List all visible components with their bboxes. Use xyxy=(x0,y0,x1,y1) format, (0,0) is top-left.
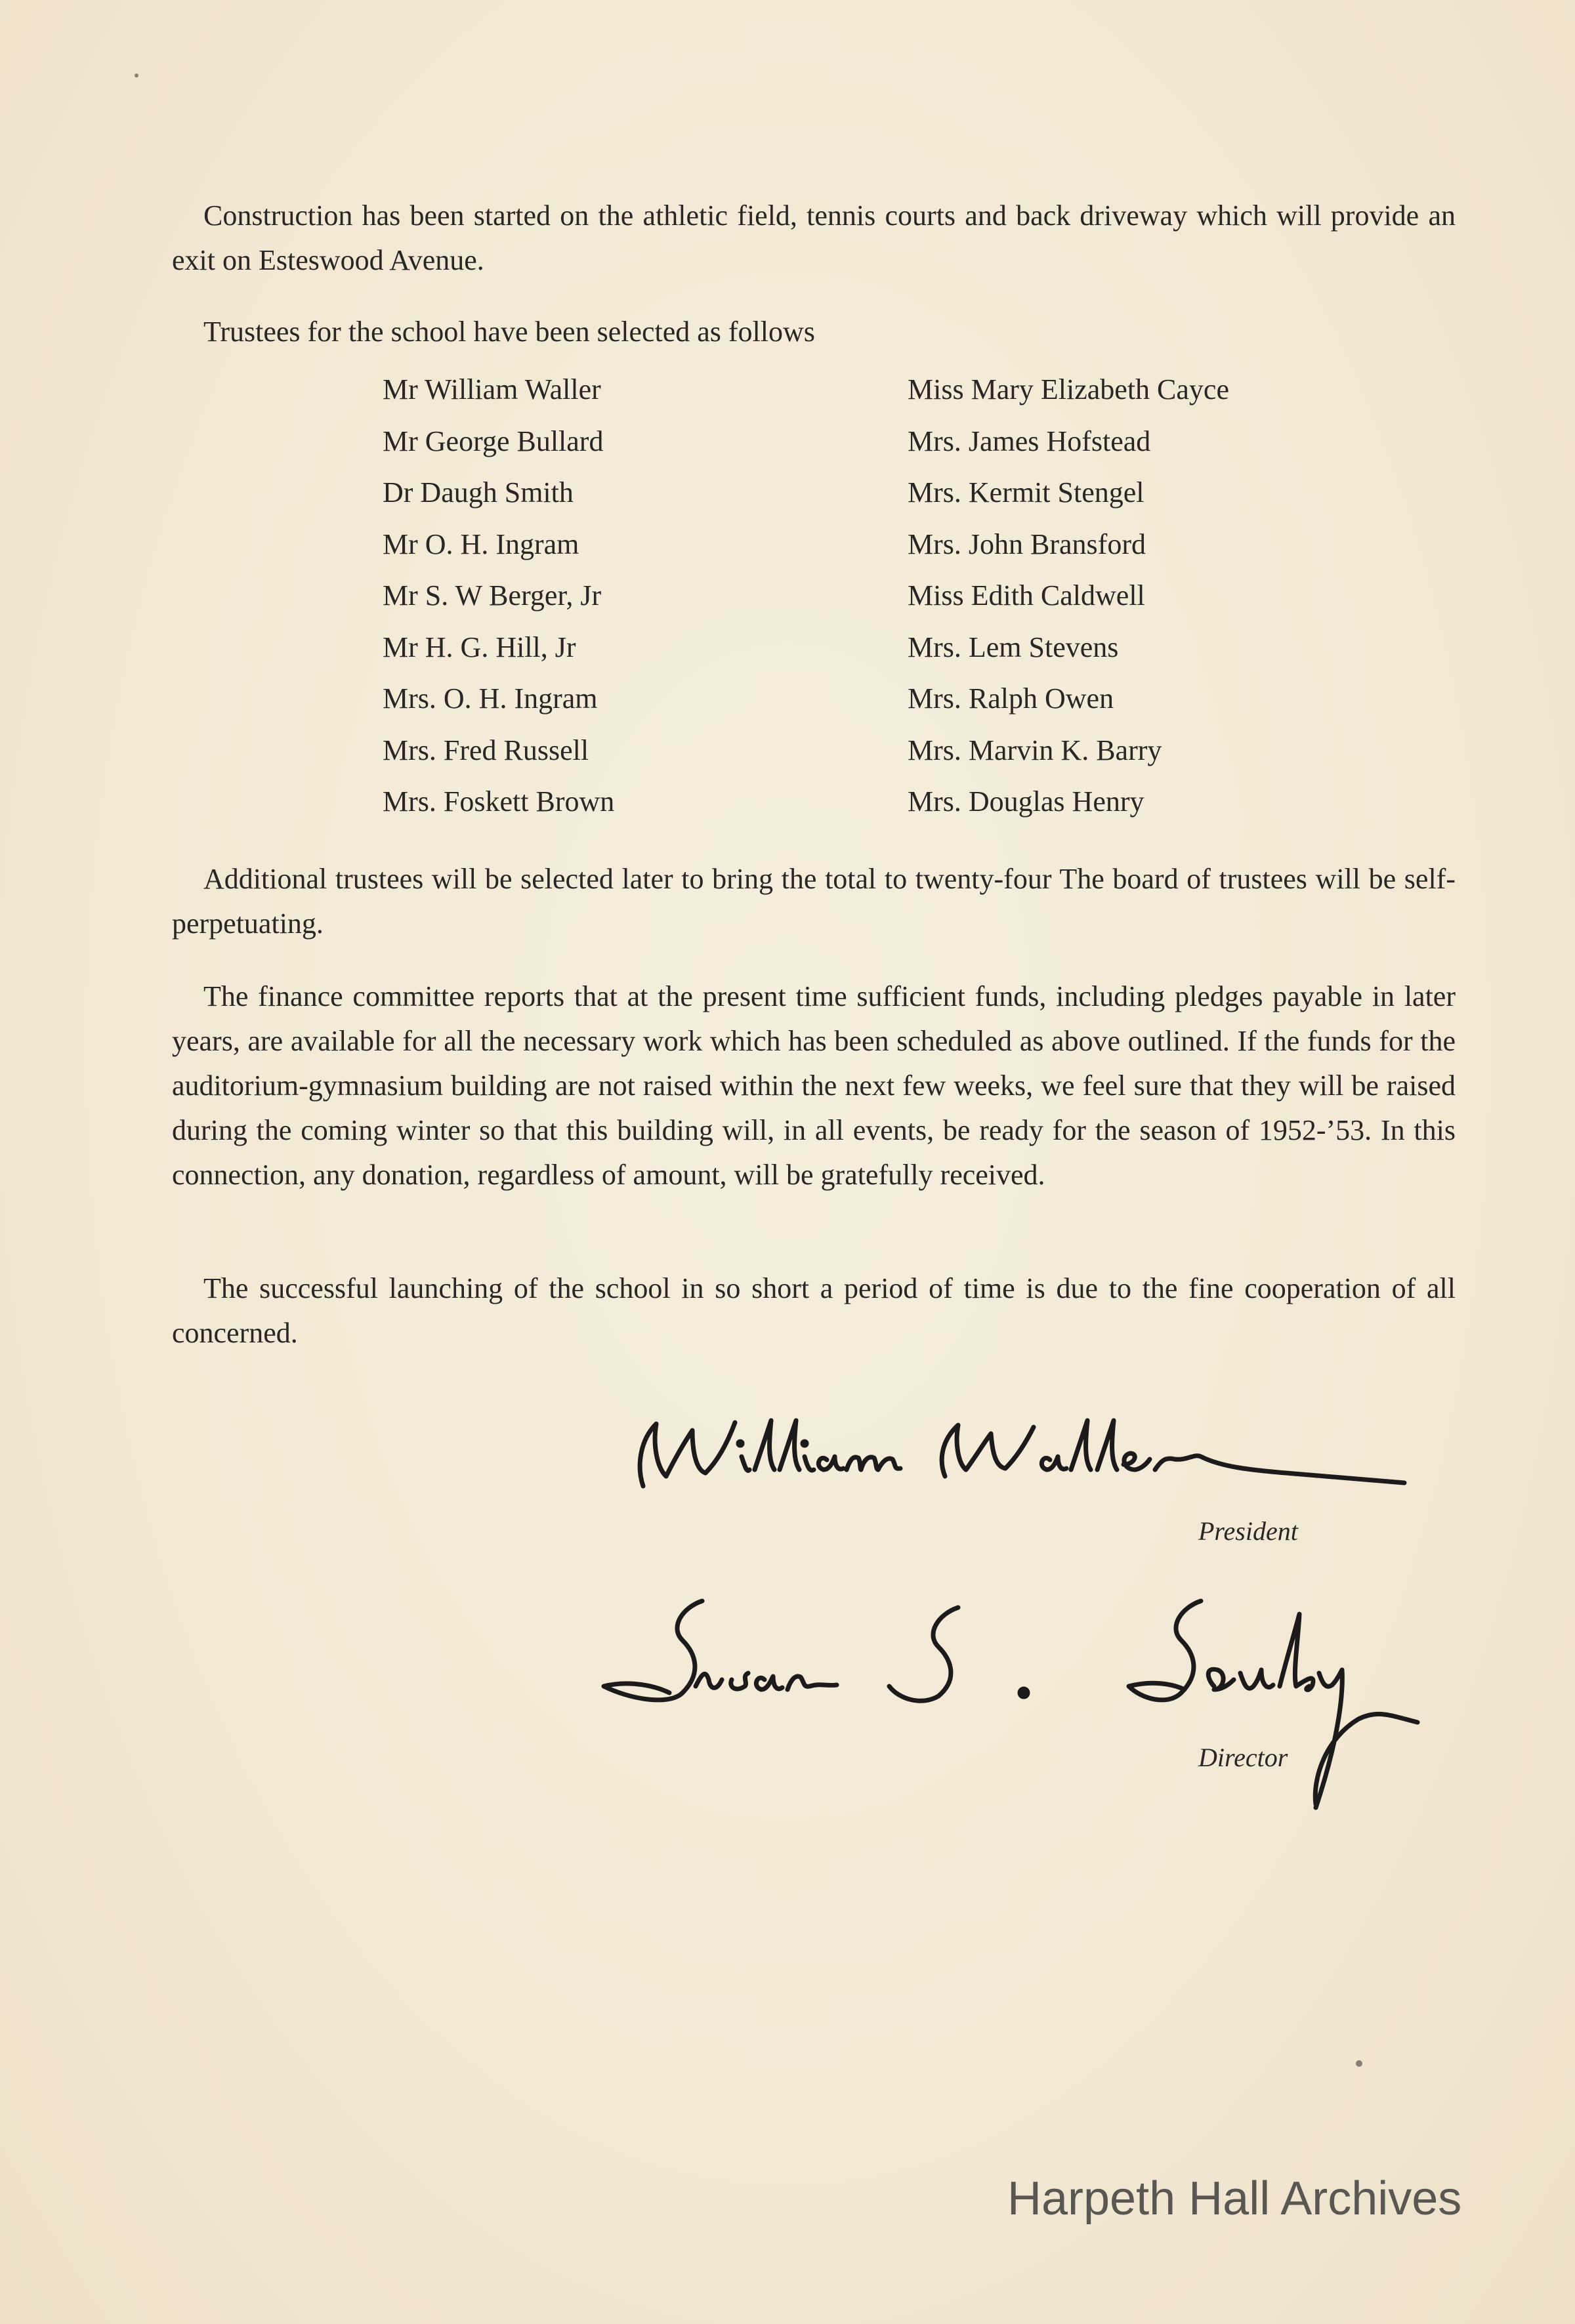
trustee-name: Mrs. Fred Russell xyxy=(383,734,589,766)
trustee-name: Mrs. John Bransford xyxy=(908,528,1146,560)
trustee-name: Mrs. O. H. Ingram xyxy=(383,682,598,715)
paper-speck xyxy=(135,73,138,77)
trustee-name: Mrs. Kermit Stengel xyxy=(908,476,1144,508)
archive-watermark: Harpeth Hall Archives xyxy=(1007,2172,1462,2225)
trustee-name: Mrs. Douglas Henry xyxy=(908,785,1144,818)
construction-text: Construction has been started on the athletic field, tennis courts and back driveway which will provide an exit on Esteswood Avenue. xyxy=(172,199,1456,276)
president-title: President xyxy=(1198,1516,1298,1546)
trustee-name: Mrs. Marvin K. Barry xyxy=(908,734,1162,766)
trustee-column-right xyxy=(908,367,1229,831)
trustee-name: Mr William Waller xyxy=(383,373,601,405)
director-title: Director xyxy=(1198,1743,1288,1772)
paper-speck xyxy=(1356,2060,1362,2067)
closing-text: The successful launching of the school in so short a period of time is due to the fine cooperation of all concerned. xyxy=(172,1272,1456,1349)
finance-text: The finance committee reports that at the present time sufficient funds, including pledges payable in later years, are available for all the necessary work which has been scheduled as above outlined. If the funds for the auditorium-gymnasium building are not raised within the next few weeks, we feel sure that they will be raised during the coming winter so that this building will, in all events, be ready for the season of 1952-’53. In this connection, any donation, regardless of amount, will be gratefully received. xyxy=(172,980,1456,1191)
additional-trustees-text: Additional trustees will be selected later to bring the total to twenty-four The board of trustees will be self-perpetuating. xyxy=(172,863,1456,940)
trustee-name: Mrs. James Hofstead xyxy=(908,425,1151,457)
director-signature xyxy=(591,1588,1457,1817)
trustee-name: Mrs. Lem Stevens xyxy=(908,631,1119,663)
trustees-intro-paragraph: Trustees for the school have been selected as follows xyxy=(203,316,815,348)
trustee-name: Miss Edith Caldwell xyxy=(908,579,1145,612)
finance-paragraph xyxy=(172,974,1456,1197)
trustee-column-left xyxy=(383,367,614,831)
trustee-name: Mr George Bullard xyxy=(383,425,604,457)
president-signature xyxy=(630,1404,1431,1503)
trustee-name: Mr S. W Berger, Jr xyxy=(383,579,602,612)
trustee-name: Dr Daugh Smith xyxy=(383,476,574,508)
trustee-name: Mrs. Foskett Brown xyxy=(383,785,615,818)
director-signature-image xyxy=(591,1588,1457,1817)
trustee-name: Mr H. G. Hill, Jr xyxy=(383,631,576,663)
trustee-name: Mrs. Ralph Owen xyxy=(908,682,1114,715)
trustee-name: Miss Mary Elizabeth Cayce xyxy=(908,373,1229,405)
closing-paragraph xyxy=(172,1266,1456,1356)
construction-paragraph xyxy=(172,194,1456,283)
president-signature-image xyxy=(630,1404,1431,1503)
additional-trustees-paragraph xyxy=(172,857,1456,946)
trustee-name: Mr O. H. Ingram xyxy=(383,528,579,560)
